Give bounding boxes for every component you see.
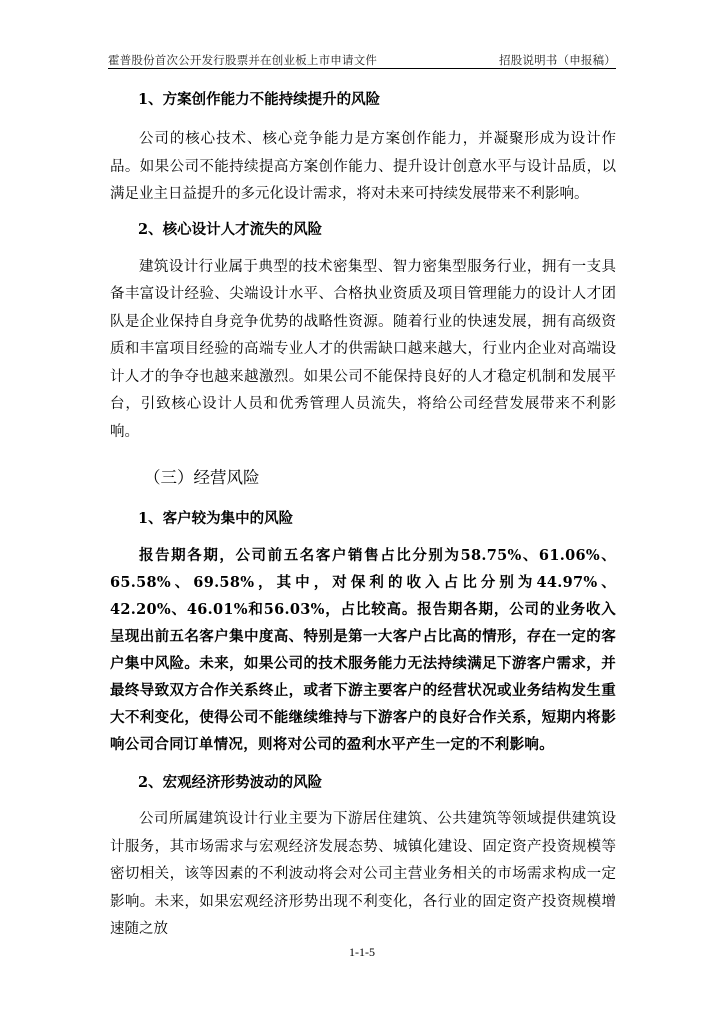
part-heading-operating-risk: （三）经营风险 xyxy=(144,468,260,487)
section-heading-customer-concentration: 1、客户较为集中的风险 xyxy=(138,510,294,527)
paragraph-macro-economy: 公司所属建筑设计行业主要为下游居住建筑、公共建筑等领域提供建筑设计服务，其市场需求与宏观经济发展态势、城镇化建设、固定资产投资规模等密切相关，该等因素的不利波动将会对公司主营业务相关的市场需求构成一定影响。未来，如果宏观经济形势出现不利变化，各行业的固定资产投资规模增速随之放 xyxy=(110,811,616,937)
page-number: 1-1-5 xyxy=(349,945,375,959)
paragraph-customer-concentration: 报告期各期，公司前五名客户销售占比分别为58.75%、61.06%、65.58%、69.58%，其中，对保利的收入占比分别为44.97%、42.20%、46.01%和56.03%，占比较高。报告期各期，公司的业务收入呈现出前五名客户集中度高、特别是第一大客户占比高的情形，存在一定的客户集中风险。未来，如果公司的技术服务能力无法持续满足下游客户需求，并最终导致双方合作关系终止，或者下游主要客户的经营状况或业务结构发生重大不利变化，使得公司不能继续维持与下游客户的良好合作关系，短期内将影响公司合同订单情况，则将对公司的盈利水平产生一定的不利影响。 xyxy=(110,547,616,753)
section-heading-creative-capability: 1、方案创作能力不能持续提升的风险 xyxy=(138,91,381,108)
header-divider xyxy=(108,68,616,69)
section-heading-talent-loss: 2、核心设计人才流失的风险 xyxy=(138,220,323,238)
header-document-type: 招股说明书（申报稿） xyxy=(499,53,616,67)
section-heading-macro-economy: 2、宏观经济形势波动的风险 xyxy=(138,774,323,791)
paragraph-talent-loss: 建筑设计行业属于典型的技术密集型、智力密集型服务行业，拥有一支具备丰富设计经验、尖端设计水平、合格执业资质及项目管理能力的设计人才团队是企业保持自身竞争优势的战略性资源。随着行业的快速发展，拥有高级资质和丰富项目经验的高端专业人才的供需缺口越来越大，行业内企业对高端设计人才的争夺也越来越激烈。如果公司不能保持良好的人才稳定机制和发展平台，引致核心设计人员和优秀管理人员流失，将给公司经营发展带来不利影响。 xyxy=(110,258,616,440)
header-document-title: 霍普股份首次公开发行股票并在创业板上市申请文件 xyxy=(108,53,378,67)
page-header xyxy=(108,48,616,68)
paragraph-creative-capability: 公司的核心技术、核心竞争能力是方案创作能力，并凝聚形成为设计作品。如果公司不能持续提高方案创作能力、提升设计创意水平与设计品质，以满足业主日益提升的多元化设计需求，将对未来可持续发展带来不利影响。 xyxy=(110,131,616,202)
document-body xyxy=(110,84,616,944)
